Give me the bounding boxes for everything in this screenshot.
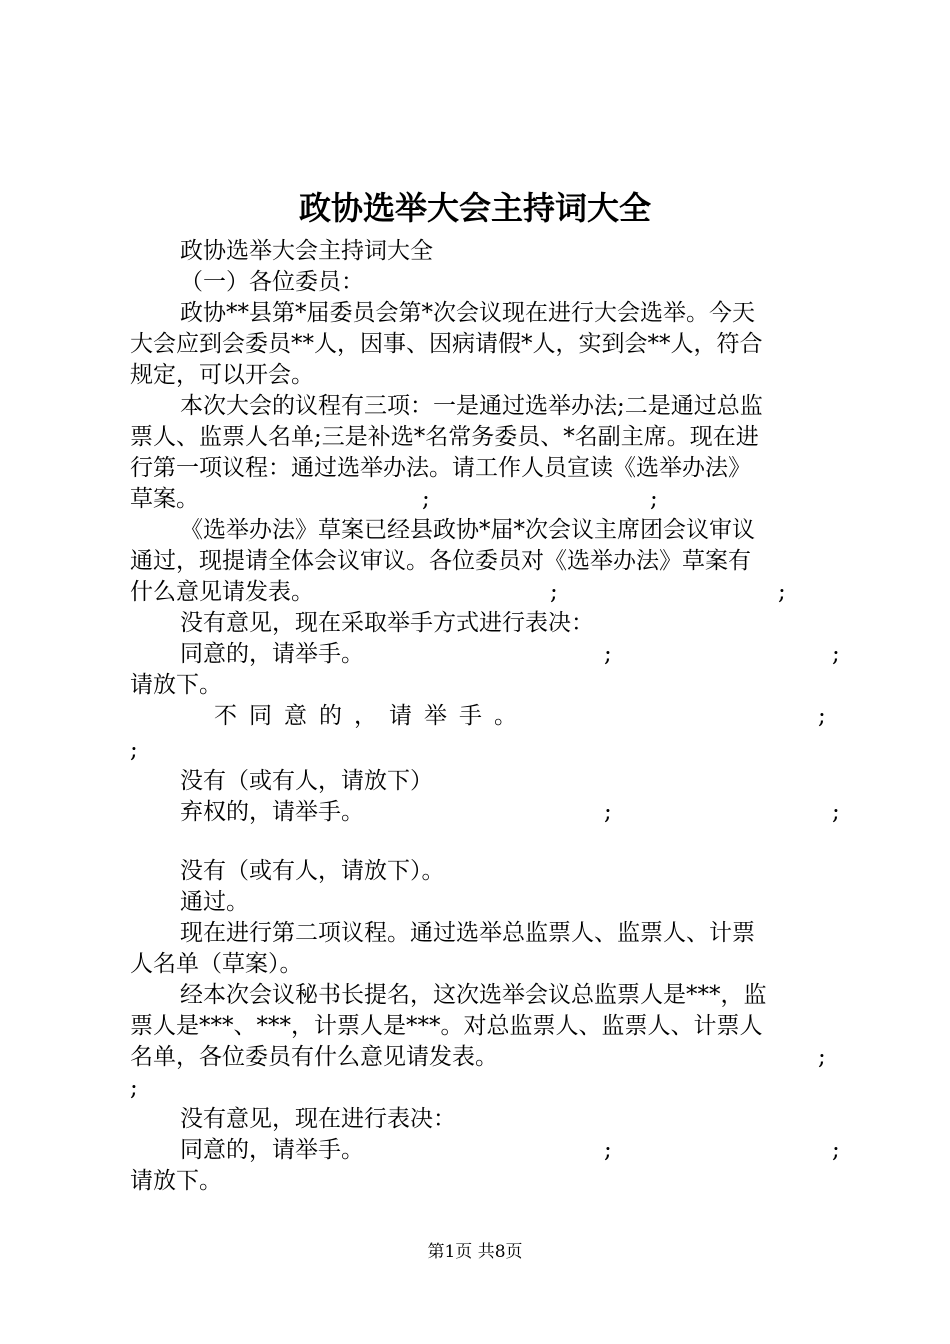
line-text: 什么意见请发表。 <box>130 579 314 605</box>
document-body <box>130 236 840 1197</box>
paragraph-line: 政协**县第*届委员会第*次会议现在进行大会选举。今天 <box>180 300 755 326</box>
paragraph-line: 票人是***、***，计票人是***。对总监票人、监票人、计票人 <box>130 1013 763 1039</box>
paragraph-line: 政协选举大会主持词大全 <box>180 238 433 264</box>
line-text: 同意的，请举手。 <box>180 1137 364 1163</box>
paragraph-line: 行第一项议程：通过选举办法。请工作人员宣读《选举办法》 <box>130 455 751 481</box>
paragraph-line: 《选举办法》草案已经县政协*届*次会议主席团会议审议 <box>180 517 755 543</box>
line-text: 不同意的，请举手。 <box>214 703 529 729</box>
line-text: 同意的，请举手。 <box>180 641 364 667</box>
semicolon: ; <box>818 1044 826 1070</box>
semicolon: ; <box>832 641 840 667</box>
paragraph-line: 没有（或有人，请放下）。 <box>180 858 445 884</box>
paragraph-line: 通过。 <box>180 889 249 915</box>
semicolon: ; <box>778 579 786 605</box>
paragraph-line <box>130 797 840 828</box>
paragraph-line: 大会应到会委员**人，因事、因病请假*人，实到会**人，符合 <box>130 331 763 357</box>
paragraph-line: ; <box>130 737 138 763</box>
page-number: 第1页 共8页 <box>427 1242 523 1262</box>
semicolon: ; <box>604 641 612 667</box>
paragraph-line: 现在进行第二项议程。通过选举总监票人、监票人、计票 <box>180 920 755 946</box>
paragraph-line: 本次大会的议程有三项：一是通过选举办法;二是通过总监 <box>180 393 763 419</box>
semicolon: ; <box>832 799 840 825</box>
semicolon: ; <box>832 1137 840 1163</box>
semicolon: ; <box>550 579 558 605</box>
paragraph-line: 人名单（草案）。 <box>130 951 303 977</box>
paragraph-line: 没有意见，现在采取举手方式进行表决： <box>180 610 594 636</box>
document-title: 政协选举大会主持词大全 <box>298 189 651 227</box>
paragraph-line <box>130 639 840 670</box>
paragraph-line <box>130 577 840 608</box>
semicolon: ; <box>650 486 658 512</box>
semicolon: ; <box>604 799 612 825</box>
paragraph-line: 没有（或有人，请放下） <box>180 768 433 794</box>
paragraph-line: 请放下。 <box>130 672 222 698</box>
paragraph-line <box>130 701 840 735</box>
paragraph-line <box>130 484 840 515</box>
paragraph-line: 没有意见，现在进行表决： <box>180 1106 456 1132</box>
paragraph-line <box>130 1135 840 1166</box>
line-text: 名单，各位委员有什么意见请发表。 <box>130 1044 498 1070</box>
semicolon: ; <box>604 1137 612 1163</box>
paragraph-line: 票人、监票人名单;三是补选*名常务委员、*名副主席。现在进 <box>130 424 759 450</box>
paragraph-line: 规定，可以开会。 <box>130 362 314 388</box>
paragraph-line: ; <box>130 1075 138 1101</box>
paragraph-line: 通过，现提请全体会议审议。各位委员对《选举办法》草案有 <box>130 548 751 574</box>
line-text: 草案。 <box>130 486 199 512</box>
semicolon: ; <box>422 486 430 512</box>
paragraph-line: 请放下。 <box>130 1168 222 1194</box>
semicolon: ; <box>818 703 826 729</box>
paragraph-line: （一）各位委员： <box>180 269 364 295</box>
paragraph-line: 经本次会议秘书长提名，这次选举会议总监票人是***，监 <box>180 982 767 1008</box>
paragraph-line <box>130 1042 840 1073</box>
line-text: 弃权的，请举手。 <box>180 799 364 825</box>
blank-line <box>130 828 840 856</box>
